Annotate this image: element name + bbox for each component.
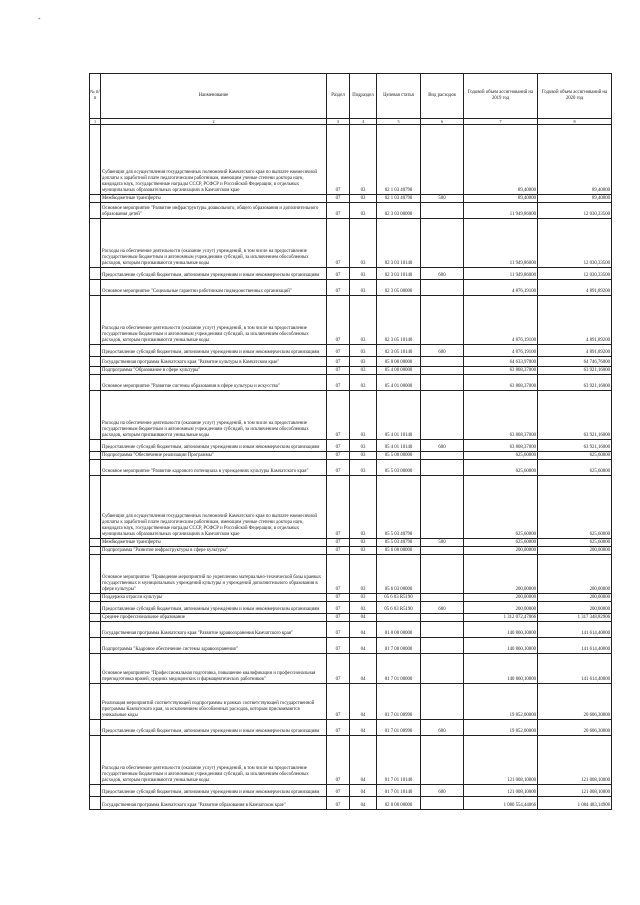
table-row xyxy=(90,720,612,736)
row-subsection: 03 xyxy=(350,125,377,195)
col-header-section: Раздел xyxy=(327,74,350,119)
row-target-article: 02 3 03 00000 xyxy=(377,203,421,219)
row-section: 07 xyxy=(327,684,350,720)
row-subsection: 03 xyxy=(350,452,377,460)
row-amount-2020: 63 921,16000 xyxy=(538,375,612,391)
col-header-num: № п/п xyxy=(90,74,101,119)
row-subsection: 04 xyxy=(350,684,377,720)
row-amount-2020: 20 606,30000 xyxy=(538,684,612,720)
row-name: Расходы на обеспечение деятельности (оказание услуг) учреждений, в том числе на предоставление государственным бюджетным и автономным учреждениям субсидий, за исключением обособленных расходов, которым присваиваются уникальные коды xyxy=(101,736,327,785)
row-section: 07 xyxy=(327,280,350,296)
col-header-amount-2019: Годовой объем ассигнований на 2019 год xyxy=(464,74,538,119)
row-subsection: 03 xyxy=(350,539,377,547)
row-name: Расходы на обеспечение деятельности (оказание услуг) учреждений, в том числе на предоставление государственным бюджетным и автономным учреждениям субсидий, за исключением обособленных расходов, которым присваиваются уникальные коды xyxy=(101,219,327,268)
row-amount-2019: 1 312 072,47066 xyxy=(464,614,538,622)
row-subsection: 03 xyxy=(350,280,377,296)
table-row xyxy=(90,195,612,203)
row-amount-2019: 200,00000 xyxy=(464,547,538,555)
table-row xyxy=(90,602,612,614)
row-amount-2019: 11 949,86000 xyxy=(464,203,538,219)
row-amount-2020: 63 921,16000 xyxy=(538,367,612,375)
header-row xyxy=(90,74,612,119)
table-row xyxy=(90,357,612,367)
row-subsection: 03 xyxy=(350,357,377,367)
row-target-article: 02 3 05 10140 xyxy=(377,296,421,345)
row-section: 07 xyxy=(327,125,350,195)
row-amount-2020: 4 891,89200 xyxy=(538,345,612,357)
row-number-cell xyxy=(90,125,101,195)
row-expense-type xyxy=(421,476,464,539)
table-row xyxy=(90,203,612,219)
row-subsection: 03 xyxy=(350,203,377,219)
budget-table xyxy=(89,73,612,810)
row-number-cell xyxy=(90,268,101,280)
row-amount-2020: 625,60000 xyxy=(538,539,612,547)
row-name: Предоставление субсидий бюджетным, автономным учреждениям и иным некоммерческим организациям xyxy=(101,345,327,357)
row-amount-2020: 121 008,10000 xyxy=(538,785,612,797)
table-row xyxy=(90,736,612,785)
row-name: Основное мероприятие "Социальные гарантии работникам подведомственных организаций" xyxy=(101,280,327,296)
row-target-article: 05 4 01 10140 xyxy=(377,440,421,452)
row-number-cell xyxy=(90,785,101,797)
row-amount-2020: 625,60000 xyxy=(538,460,612,476)
row-name: Среднее профессиональное образование xyxy=(101,614,327,622)
row-amount-2020: 12 030,33500 xyxy=(538,219,612,268)
row-amount-2019: 11 949,86000 xyxy=(464,268,538,280)
row-section: 07 xyxy=(327,440,350,452)
row-number-cell xyxy=(90,797,101,810)
row-number-cell xyxy=(90,452,101,460)
row-number-cell xyxy=(90,391,101,440)
row-target-article: 05 4 00 00000 xyxy=(377,367,421,375)
row-subsection: 03 xyxy=(350,555,377,594)
row-section: 07 xyxy=(327,476,350,539)
row-section: 07 xyxy=(327,391,350,440)
row-target-article: 05 5 03 00000 xyxy=(377,460,421,476)
row-section: 07 xyxy=(327,547,350,555)
row-target-article: 01 7 00 00000 xyxy=(377,638,421,654)
row-amount-2019: 11 949,86000 xyxy=(464,219,538,268)
row-name: Основное мероприятие "Профессиональная подготовка, повышение квалификации и профессиональная переподготовка врачей, средних медицинских и фармацевтических работников" xyxy=(101,654,327,684)
row-number-cell xyxy=(90,654,101,684)
row-section: 07 xyxy=(327,614,350,622)
row-name: Государственная программа Камчатского края "Развитие культуры в Камчатском крае" xyxy=(101,357,327,367)
col-header-name: Наименование xyxy=(101,74,327,119)
row-number-cell xyxy=(90,720,101,736)
row-amount-2019: 63 808,37000 xyxy=(464,440,538,452)
row-amount-2020: 89,40000 xyxy=(538,195,612,203)
row-target-article: 01 7 01 00990 xyxy=(377,684,421,720)
table-row xyxy=(90,367,612,375)
row-number-cell xyxy=(90,367,101,375)
row-section: 07 xyxy=(327,602,350,614)
table-row xyxy=(90,391,612,440)
row-name: Расходы на обеспечение деятельности (оказание услуг) учреждений, в том числе на предоставление государственным бюджетным и автономным учреждениям субсидий, за исключением обособленных расходов, которым присваиваются уникальные коды xyxy=(101,391,327,440)
row-number-cell xyxy=(90,460,101,476)
row-section: 07 xyxy=(327,654,350,684)
row-number-cell xyxy=(90,375,101,391)
row-target-article: 01 0 00 00000 xyxy=(377,622,421,638)
row-amount-2019: 64 633,97000 xyxy=(464,357,538,367)
row-subsection: 03 xyxy=(350,391,377,440)
row-amount-2020: 4 891,89200 xyxy=(538,280,612,296)
row-expense-type xyxy=(421,736,464,785)
row-amount-2019: 121 008,10000 xyxy=(464,785,538,797)
row-amount-2019: 140 860,10000 xyxy=(464,622,538,638)
table-row xyxy=(90,622,612,638)
corner-mark: * xyxy=(38,18,41,23)
row-section: 07 xyxy=(327,720,350,736)
row-section: 07 xyxy=(327,460,350,476)
row-expense-type: 600 xyxy=(421,602,464,614)
row-amount-2019: 200,00000 xyxy=(464,594,538,602)
row-expense-type xyxy=(421,638,464,654)
table-row xyxy=(90,476,612,539)
row-target-article: 05 0 00 00000 xyxy=(377,357,421,367)
row-expense-type: 500 xyxy=(421,539,464,547)
row-expense-type xyxy=(421,367,464,375)
row-number-cell xyxy=(90,547,101,555)
row-expense-type xyxy=(421,280,464,296)
row-amount-2020: 12 030,33500 xyxy=(538,203,612,219)
row-subsection: 03 xyxy=(350,476,377,539)
row-target-article: 05 4 01 10140 xyxy=(377,391,421,440)
row-expense-type: 600 xyxy=(421,268,464,280)
table-row xyxy=(90,797,612,810)
row-target-article: 01 7 01 00990 xyxy=(377,720,421,736)
row-expense-type xyxy=(421,622,464,638)
row-section: 07 xyxy=(327,367,350,375)
row-name: Государственная программа Камчатского края "Развитие здравоохранения Камчатского края" xyxy=(101,622,327,638)
table-row xyxy=(90,654,612,684)
table-row xyxy=(90,296,612,345)
row-amount-2020: 200,00000 xyxy=(538,547,612,555)
row-subsection: 03 xyxy=(350,296,377,345)
row-amount-2019: 121 008,10000 xyxy=(464,736,538,785)
row-number-cell xyxy=(90,280,101,296)
row-amount-2020: 141 614,40000 xyxy=(538,638,612,654)
row-section: 07 xyxy=(327,375,350,391)
row-name: Предоставление субсидий бюджетным, автономным учреждениям и иным некоммерческим организациям xyxy=(101,268,327,280)
row-number-cell xyxy=(90,195,101,203)
table-row xyxy=(90,539,612,547)
row-name: Основное мероприятие "Развитие инфраструктуры дошкольного, общего образования и дополнительного образования детей" xyxy=(101,203,327,219)
row-amount-2020: 63 921,16000 xyxy=(538,440,612,452)
row-name: Субвенции для осуществления государственных полномочий Камчатского края по выплате ежемесячной доплаты к заработной плате педагогическим работникам, имеющим ученые степени доктора наук, кандидата наук, государственные награды СССР, РСФСР и Российской Федерации, в отдельных муниципальных образовательных организациях в Камчатском крае xyxy=(101,125,327,195)
row-name: Реализация мероприятий соответствующей подпрограммы в рамках соответствующей государственной программы Камчатского края, за исключением обособленных расходов, которым присваиваются уникальные коды xyxy=(101,684,327,720)
row-name: Подпрограмма "Образование в сфере культуры" xyxy=(101,367,327,375)
row-number-cell xyxy=(90,684,101,720)
row-section: 07 xyxy=(327,357,350,367)
row-expense-type xyxy=(421,219,464,268)
row-subsection: 03 xyxy=(350,440,377,452)
table-row xyxy=(90,440,612,452)
row-expense-type xyxy=(421,684,464,720)
row-expense-type: 600 xyxy=(421,345,464,357)
row-target-article: 05 5 00 00000 xyxy=(377,452,421,460)
row-section: 07 xyxy=(327,296,350,345)
table-row xyxy=(90,547,612,555)
row-subsection: 04 xyxy=(350,720,377,736)
row-amount-2020: 200,00000 xyxy=(538,594,612,602)
row-expense-type xyxy=(421,296,464,345)
row-target-article: 01 7 01 10140 xyxy=(377,785,421,797)
row-expense-type xyxy=(421,203,464,219)
row-amount-2020: 200,00000 xyxy=(538,555,612,594)
row-amount-2019: 4 876,19100 xyxy=(464,345,538,357)
row-amount-2019: 19 852,00000 xyxy=(464,684,538,720)
row-name: Субвенции для осуществления государственных полномочий Камчатского края по выплате ежемесячной доплаты к заработной плате педагогическим работникам, имеющим ученые степени доктора наук, кандидата наук, государственные награды СССР, РСФСР и Российской Федерации, в отдельных муниципальных образовательных организациях в Камчатском крае xyxy=(101,476,327,539)
row-subsection: 04 xyxy=(350,654,377,684)
table-row xyxy=(90,594,612,602)
row-expense-type xyxy=(421,460,464,476)
row-amount-2020: 4 891,89200 xyxy=(538,296,612,345)
row-number-cell xyxy=(90,638,101,654)
row-subsection: 03 xyxy=(350,367,377,375)
row-target-article: 05 6 03 R5190 xyxy=(377,602,421,614)
row-amount-2020: 625,60000 xyxy=(538,476,612,539)
row-subsection: 04 xyxy=(350,614,377,622)
row-amount-2020: 63 921,16000 xyxy=(538,391,612,440)
row-number-cell xyxy=(90,440,101,452)
row-target-article: 02 3 05 00000 xyxy=(377,280,421,296)
row-expense-type: 600 xyxy=(421,720,464,736)
row-number-cell xyxy=(90,296,101,345)
row-target-article: 02 3 03 10140 xyxy=(377,219,421,268)
row-name: Подпрограмма "Развитие инфраструктуры в сфере культуры" xyxy=(101,547,327,555)
row-amount-2019: 19 852,00000 xyxy=(464,720,538,736)
row-name: Предоставление субсидий бюджетным, автономным учреждениям и иным некоммерческим организациям xyxy=(101,602,327,614)
table-row xyxy=(90,280,612,296)
row-subsection: 03 xyxy=(350,594,377,602)
row-name: Основное мероприятие "Проведение мероприятий по укреплению материально-технической базы краевых государственных и муниципальных учреждений культуры и учреждений дополнительного образования в сфере культуры" xyxy=(101,555,327,594)
row-expense-type xyxy=(421,555,464,594)
row-section: 07 xyxy=(327,452,350,460)
row-amount-2020: 625,60000 xyxy=(538,452,612,460)
row-section: 07 xyxy=(327,539,350,547)
col-header-amount-2020: Годовой объем ассигнований на 2020 год xyxy=(538,74,612,119)
table-row xyxy=(90,614,612,622)
row-number-cell xyxy=(90,555,101,594)
row-amount-2019: 200,00000 xyxy=(464,555,538,594)
row-expense-type xyxy=(421,391,464,440)
row-section: 07 xyxy=(327,736,350,785)
row-amount-2019: 89,40000 xyxy=(464,125,538,195)
row-amount-2020: 141 614,40000 xyxy=(538,654,612,684)
table-row xyxy=(90,452,612,460)
table-row xyxy=(90,125,612,195)
row-expense-type xyxy=(421,797,464,810)
row-amount-2020: 141 614,40000 xyxy=(538,622,612,638)
row-section: 07 xyxy=(327,638,350,654)
row-name: Поддержка отрасли культуры xyxy=(101,594,327,602)
row-amount-2020: 1 084 483,14906 xyxy=(538,797,612,810)
row-name: Государственная программа Камчатского края "Развитие образования в Камчатском крае" xyxy=(101,797,327,810)
row-subsection: 04 xyxy=(350,736,377,785)
col-header-expense-type: Вид расходов xyxy=(421,74,464,119)
table-row xyxy=(90,555,612,594)
row-name: Основное мероприятие "Развитие системы образования в сфере культуры и искусства" xyxy=(101,375,327,391)
table-body xyxy=(90,125,612,810)
row-amount-2019: 140 860,10000 xyxy=(464,654,538,684)
row-number-cell xyxy=(90,622,101,638)
row-name: Межбюджетные трансферты xyxy=(101,539,327,547)
row-number-cell xyxy=(90,614,101,622)
row-amount-2020: 64 746,76000 xyxy=(538,357,612,367)
row-target-article: 02 3 05 10140 xyxy=(377,345,421,357)
row-expense-type: 500 xyxy=(421,195,464,203)
row-amount-2019: 89,40000 xyxy=(464,195,538,203)
row-target-article: 05 6 03 00000 xyxy=(377,555,421,594)
row-section: 07 xyxy=(327,785,350,797)
table-row xyxy=(90,375,612,391)
row-amount-2020: 200,00000 xyxy=(538,602,612,614)
row-expense-type xyxy=(421,614,464,622)
row-name: Подпрограмма "Обеспечение реализации Программы" xyxy=(101,452,327,460)
row-number-cell xyxy=(90,476,101,539)
row-target-article xyxy=(377,614,421,622)
row-section: 07 xyxy=(327,345,350,357)
row-expense-type xyxy=(421,125,464,195)
row-amount-2019: 140 860,10000 xyxy=(464,638,538,654)
row-amount-2020: 121 008,10000 xyxy=(538,736,612,785)
table-row xyxy=(90,460,612,476)
table-row xyxy=(90,684,612,720)
row-amount-2020: 89,40000 xyxy=(538,125,612,195)
row-subsection: 04 xyxy=(350,797,377,810)
row-name: Расходы на обеспечение деятельности (оказание услуг) учреждений, в том числе на предоставление государственным бюджетным и автономным учреждениям субсидий, за исключением обособленных расходов, которым присваиваются уникальные коды xyxy=(101,296,327,345)
row-target-article: 02 1 03 40790 xyxy=(377,195,421,203)
row-number-cell xyxy=(90,602,101,614)
row-expense-type xyxy=(421,654,464,684)
row-section: 07 xyxy=(327,594,350,602)
row-amount-2020: 1 317 348,82906 xyxy=(538,614,612,622)
row-amount-2019: 625,60000 xyxy=(464,460,538,476)
row-target-article: 05 6 00 00000 xyxy=(377,547,421,555)
row-expense-type xyxy=(421,375,464,391)
row-subsection: 03 xyxy=(350,345,377,357)
row-target-article: 01 7 01 00000 xyxy=(377,654,421,684)
row-amount-2019: 4 876,19100 xyxy=(464,296,538,345)
row-target-article: 05 6 03 R5190 xyxy=(377,594,421,602)
row-number-cell xyxy=(90,345,101,357)
row-name: Предоставление субсидий бюджетным, автономным учреждениям и иным некоммерческим организациям xyxy=(101,440,327,452)
row-section: 07 xyxy=(327,622,350,638)
row-number-cell xyxy=(90,219,101,268)
row-subsection: 03 xyxy=(350,195,377,203)
row-amount-2019: 625,60000 xyxy=(464,539,538,547)
row-section: 07 xyxy=(327,195,350,203)
row-subsection: 03 xyxy=(350,460,377,476)
row-expense-type: 600 xyxy=(421,440,464,452)
row-subsection: 04 xyxy=(350,622,377,638)
row-amount-2020: 20 606,30000 xyxy=(538,720,612,736)
row-amount-2019: 1 080 554,44066 xyxy=(464,797,538,810)
row-section: 07 xyxy=(327,219,350,268)
row-expense-type xyxy=(421,452,464,460)
row-amount-2019: 625,60000 xyxy=(464,452,538,460)
row-number-cell xyxy=(90,736,101,785)
table-row xyxy=(90,345,612,357)
row-subsection: 04 xyxy=(350,785,377,797)
row-name: Предоставление субсидий бюджетным, автономным учреждениям и иным некоммерческим организациям xyxy=(101,785,327,797)
row-target-article: 05 4 01 00000 xyxy=(377,375,421,391)
table-row xyxy=(90,268,612,280)
row-subsection: 03 xyxy=(350,602,377,614)
row-target-article: 02 0 00 00000 xyxy=(377,797,421,810)
row-number-cell xyxy=(90,594,101,602)
row-section: 07 xyxy=(327,555,350,594)
row-expense-type xyxy=(421,594,464,602)
row-amount-2020: 12 030,33500 xyxy=(538,268,612,280)
row-name: Межбюджетные трансферты xyxy=(101,195,327,203)
row-section: 07 xyxy=(327,268,350,280)
row-target-article: 05 5 03 40790 xyxy=(377,539,421,547)
row-amount-2019: 63 808,37000 xyxy=(464,367,538,375)
row-amount-2019: 200,00000 xyxy=(464,602,538,614)
row-amount-2019: 63 808,37000 xyxy=(464,375,538,391)
row-subsection: 04 xyxy=(350,638,377,654)
row-expense-type xyxy=(421,357,464,367)
col-header-subsection: Подраздел xyxy=(350,74,377,119)
row-amount-2019: 4 876,19100 xyxy=(464,280,538,296)
row-subsection: 03 xyxy=(350,268,377,280)
row-section: 07 xyxy=(327,203,350,219)
table-row xyxy=(90,219,612,268)
row-subsection: 03 xyxy=(350,219,377,268)
row-name: Подпрограмма "Кадровое обеспечение системы здравоохранения" xyxy=(101,638,327,654)
row-subsection: 03 xyxy=(350,375,377,391)
row-expense-type: 600 xyxy=(421,785,464,797)
row-amount-2019: 625,60000 xyxy=(464,476,538,539)
row-subsection: 03 xyxy=(350,547,377,555)
table-row xyxy=(90,785,612,797)
row-target-article: 02 3 03 10140 xyxy=(377,268,421,280)
row-name: Основное мероприятие "Развитие кадрового потенциала в учреждениях культуры Камчатского края" xyxy=(101,460,327,476)
row-section: 07 xyxy=(327,797,350,810)
row-number-cell xyxy=(90,357,101,367)
row-target-article: 05 5 03 40790 xyxy=(377,476,421,539)
row-amount-2019: 63 808,37000 xyxy=(464,391,538,440)
row-expense-type xyxy=(421,547,464,555)
row-number-cell xyxy=(90,203,101,219)
col-header-target: Целевая статья xyxy=(377,74,421,119)
row-target-article: 02 1 03 40790 xyxy=(377,125,421,195)
table-row xyxy=(90,638,612,654)
row-number-cell xyxy=(90,539,101,547)
row-target-article: 01 7 01 10140 xyxy=(377,736,421,785)
row-name: Предоставление субсидий бюджетным, автономным учреждениям и иным некоммерческим организациям xyxy=(101,720,327,736)
column-number-row: 1 2 3 4 5 6 7 8 xyxy=(90,119,612,125)
